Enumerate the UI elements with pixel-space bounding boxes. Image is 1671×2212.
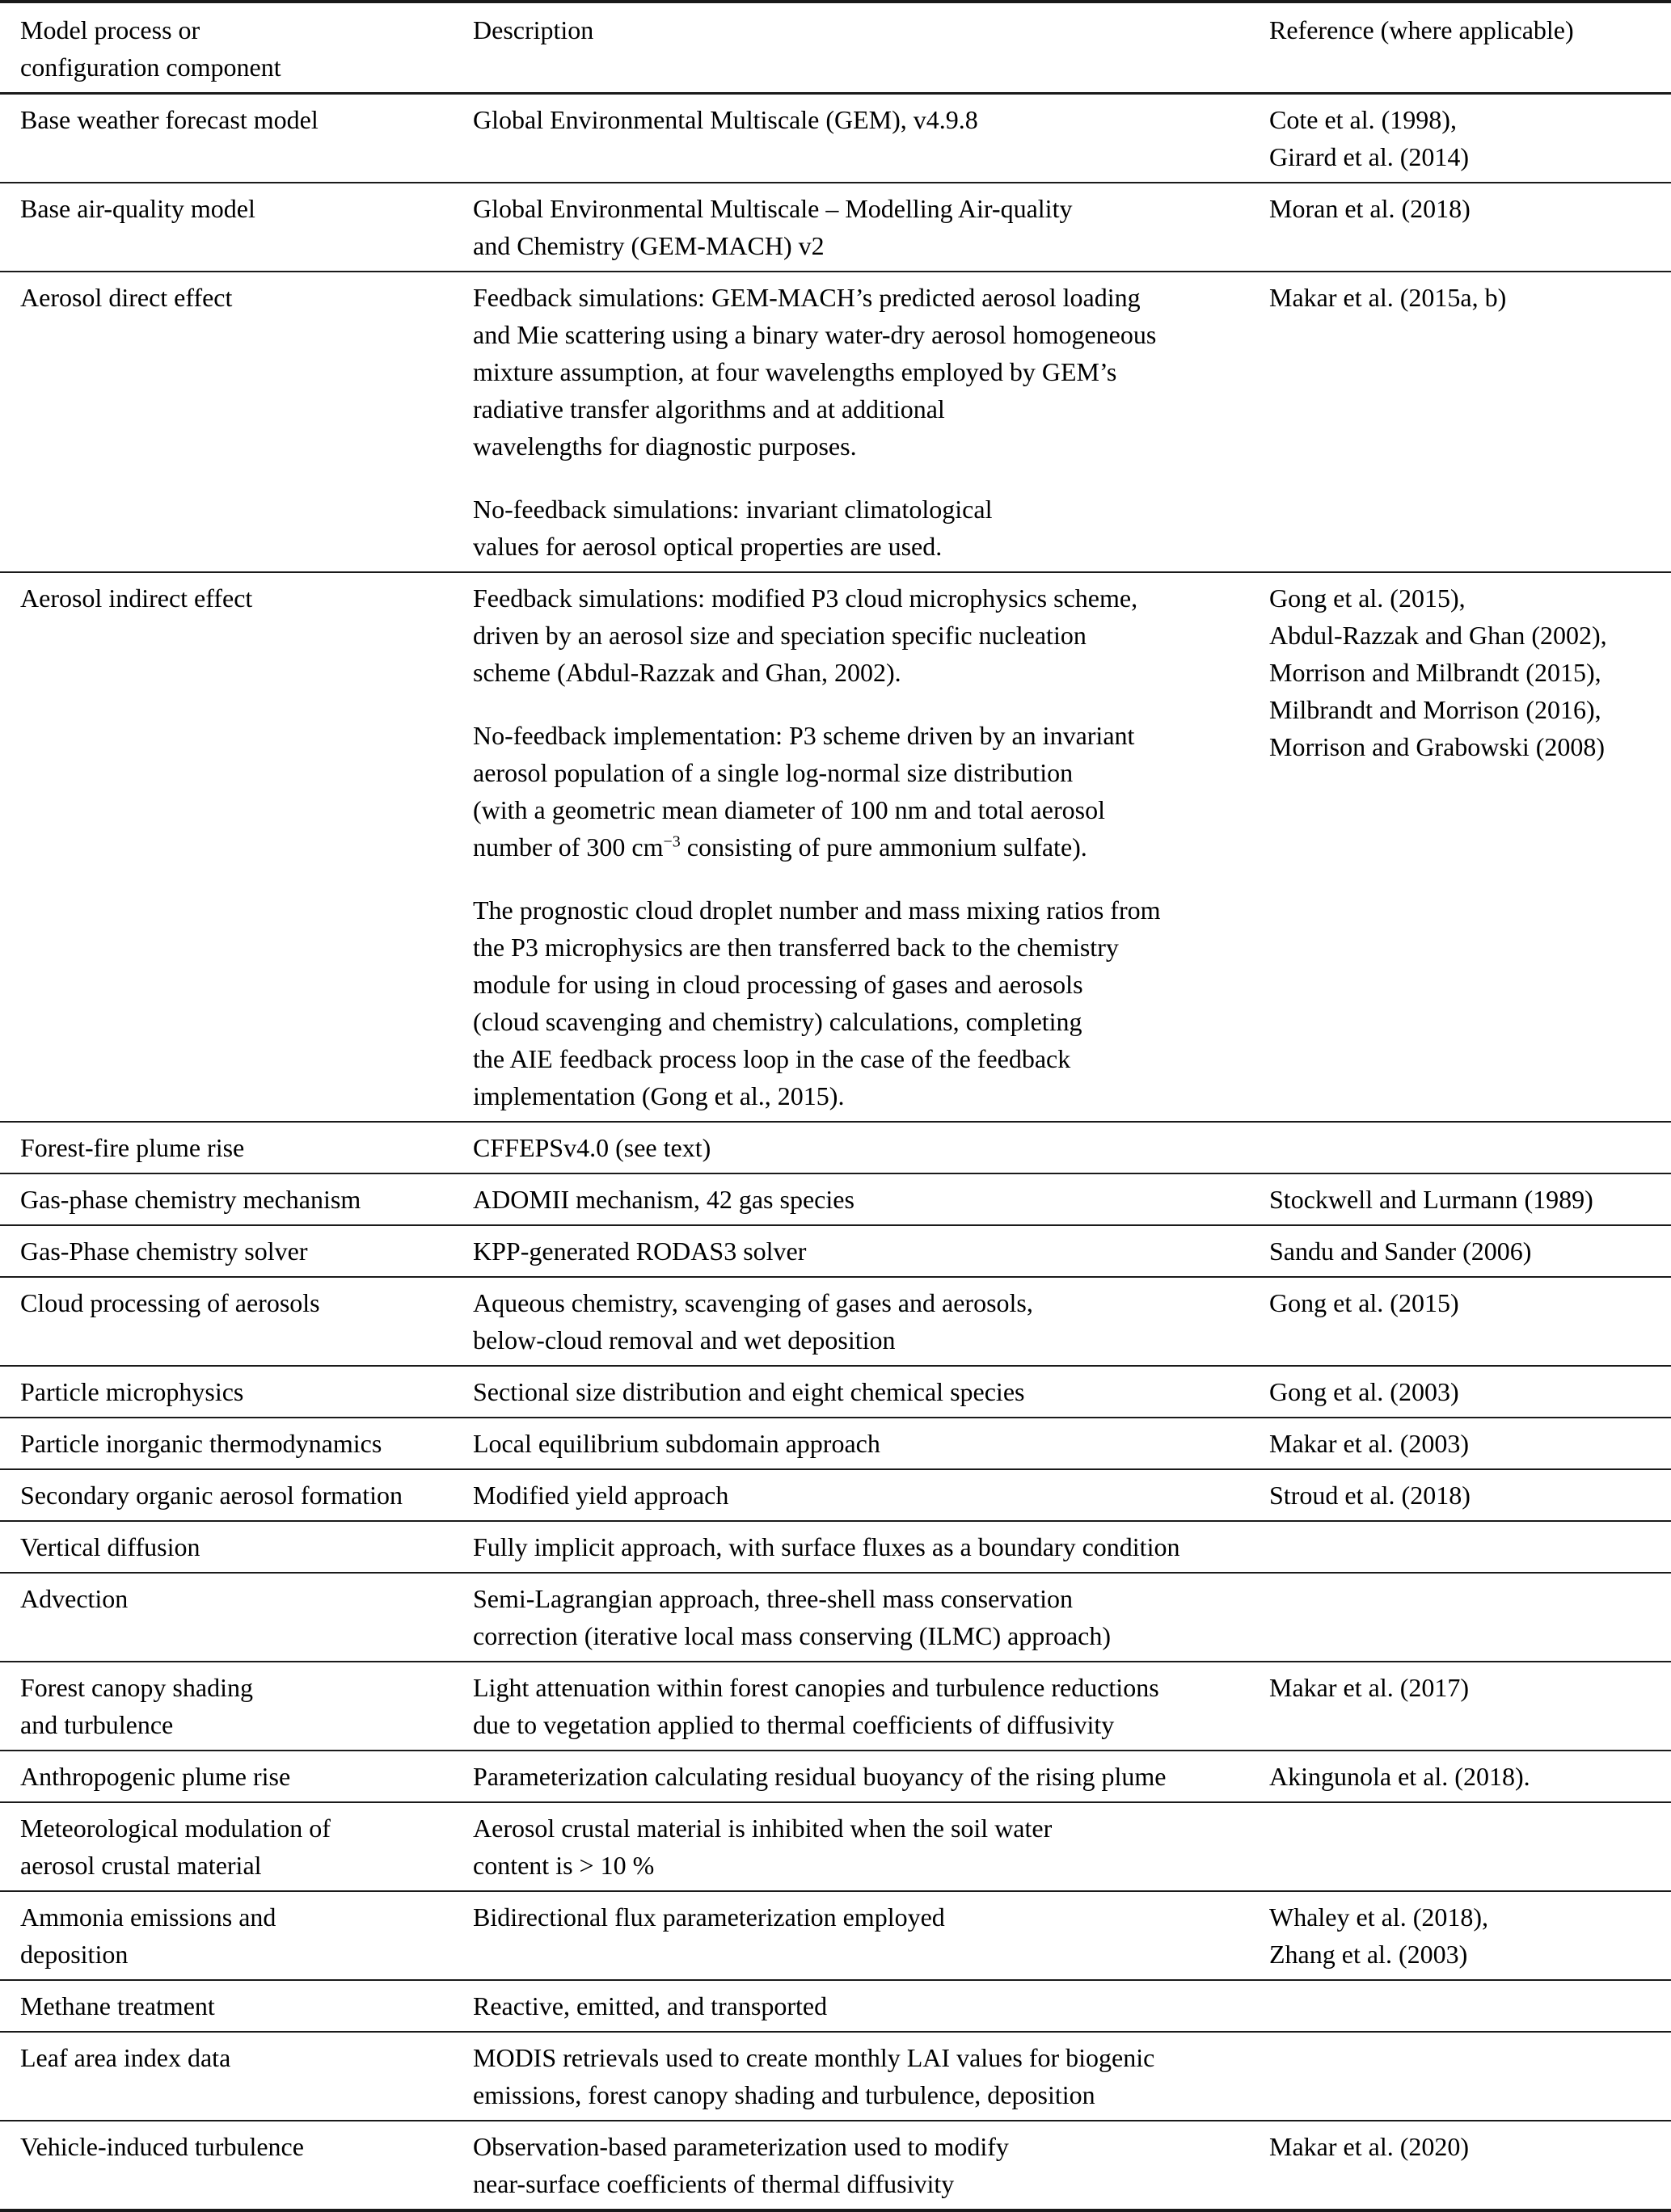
reference-cell: Moran et al. (2018) <box>1269 194 1471 223</box>
description-cell <box>473 1366 1269 1418</box>
table-row <box>0 1366 1671 1418</box>
reference-cell <box>1269 1802 1671 1891</box>
description-cell <box>473 2032 1269 2121</box>
reference-cell <box>1269 1980 1671 2032</box>
reference-cell: Makar et al. (2020) <box>1269 2132 1470 2161</box>
description-paragraph: CFFEPSv4.0 (see text) <box>473 1133 711 1162</box>
description-cell <box>473 1891 1269 1980</box>
component-cell: Ammonia emissions and deposition <box>20 1902 276 1969</box>
table-row <box>0 572 1671 1122</box>
component-cell: Base air-quality model <box>20 194 255 223</box>
description-paragraph: Semi-Lagrangian approach, three-shell mass conservation correction (iterative local mass conserving (ILMC) approach) <box>473 1584 1112 1650</box>
description-paragraph: Feedback simulations: modified P3 cloud microphysics scheme, driven by an aerosol size and speciation specific nucleation scheme (Abdul-Razzak and Ghan, 2002). <box>473 584 1138 687</box>
table-head <box>0 2 1671 94</box>
reference-cell: Gong et al. (2015) <box>1269 1288 1459 1317</box>
description-paragraph: Aqueous chemistry, scavenging of gases and aerosols, below-cloud removal and wet deposition <box>473 1288 1033 1355</box>
description-paragraph: Local equilibrium subdomain approach <box>473 1429 880 1458</box>
table-row <box>0 1277 1671 1366</box>
reference-cell: Stockwell and Lurmann (1989) <box>1269 1185 1593 1214</box>
component-cell: Particle inorganic thermodynamics <box>20 1429 382 1458</box>
component-cell: Base weather forecast model <box>20 105 319 134</box>
description-paragraph: MODIS retrievals used to create monthly LAI values for biogenic emissions, forest canopy shading and turbulence, deposition <box>473 2043 1155 2109</box>
component-cell: Methane treatment <box>20 1991 215 2020</box>
component-cell: Vehicle-induced turbulence <box>20 2132 304 2161</box>
reference-cell: Gong et al. (2015), Abdul-Razzak and Ghan (2002), Morrison and Milbrandt (2015), Milbrandt and Morrison (2016), Morrison and Grabowski (2008) <box>1269 584 1607 761</box>
table-row <box>0 1751 1671 1802</box>
table-row <box>0 2032 1671 2121</box>
component-cell: Advection <box>20 1584 129 1613</box>
table-row <box>0 272 1671 572</box>
component-cell: Anthropogenic plume rise <box>20 1762 291 1791</box>
description-cell <box>473 1662 1269 1751</box>
col-header-description: Description <box>473 15 594 44</box>
table-row <box>0 1980 1671 2032</box>
description-paragraph: Global Environmental Multiscale (GEM), v4.9.8 <box>473 105 978 134</box>
description-paragraph: ADOMII mechanism, 42 gas species <box>473 1185 854 1214</box>
description-paragraph: No-feedback simulations: invariant climatological values for aerosol optical properties are used. <box>473 495 993 561</box>
component-cell: Vertical diffusion <box>20 1532 200 1561</box>
table-row <box>0 1573 1671 1662</box>
table-row <box>0 1418 1671 1469</box>
description-cell <box>473 272 1269 572</box>
description-cell <box>473 1469 1269 1521</box>
table-row <box>0 94 1671 183</box>
description-cell <box>473 1573 1269 1662</box>
table-row <box>0 1225 1671 1277</box>
table-row <box>0 1173 1671 1225</box>
description-paragraph: Global Environmental Multiscale – Modelling Air-quality and Chemistry (GEM-MACH) v2 <box>473 194 1073 260</box>
component-cell: Cloud processing of aerosols <box>20 1288 320 1317</box>
description-paragraph: KPP-generated RODAS3 solver <box>473 1237 807 1266</box>
reference-cell: Whaley et al. (2018), Zhang et al. (2003) <box>1269 1902 1488 1969</box>
description-cell <box>473 572 1269 1122</box>
description-paragraph: Observation-based parameterization used to modify near-surface coefficients of thermal diffusivity <box>473 2132 1009 2198</box>
description-paragraph: Sectional size distribution and eight chemical species <box>473 1377 1025 1406</box>
component-cell: Leaf area index data <box>20 2043 231 2072</box>
description-cell <box>473 2121 1269 2210</box>
description-cell <box>473 94 1269 183</box>
component-cell: Gas-phase chemistry mechanism <box>20 1185 361 1214</box>
component-cell: Aerosol direct effect <box>20 283 233 312</box>
reference-cell: Makar et al. (2017) <box>1269 1673 1470 1702</box>
reference-cell <box>1269 1122 1671 1173</box>
description-cell <box>473 183 1269 272</box>
description-cell <box>473 1225 1269 1277</box>
description-cell <box>473 1751 1269 1802</box>
table-body <box>0 94 1671 2211</box>
description-cell <box>473 1173 1269 1225</box>
component-cell: Forest canopy shading and turbulence <box>20 1673 253 1739</box>
table-row <box>0 1469 1671 1521</box>
description-cell <box>473 1980 1269 2032</box>
description-cell <box>473 1802 1269 1891</box>
reference-cell: Cote et al. (1998), Girard et al. (2014) <box>1269 105 1470 171</box>
reference-cell: Sandu and Sander (2006) <box>1269 1237 1532 1266</box>
table-row <box>0 1891 1671 1980</box>
component-cell: Aerosol indirect effect <box>20 584 253 613</box>
description-paragraph: The prognostic cloud droplet number and mass mixing ratios from the P3 microphysics are then transferred back to the chemistry module for using in cloud processing of gases and aerosols (cloud scavenging and chemistry) calculations, completing the AIE feedback process loop in the case of the feedback implementation (Gong et al., 2015). <box>473 895 1161 1110</box>
table-row <box>0 183 1671 272</box>
description-paragraph: Fully implicit approach, with surface fluxes as a boundary condition <box>473 1532 1180 1561</box>
description-cell <box>473 1122 1269 1173</box>
reference-cell: Makar et al. (2003) <box>1269 1429 1470 1458</box>
table-row <box>0 1122 1671 1173</box>
description-paragraph: Aerosol crustal material is inhibited when the soil water content is > 10 % <box>473 1814 1053 1880</box>
component-cell: Particle microphysics <box>20 1377 244 1406</box>
description-cell <box>473 1418 1269 1469</box>
reference-cell <box>1269 1521 1671 1573</box>
table-row <box>0 1521 1671 1573</box>
component-cell: Meteorological modulation of aerosol crustal material <box>20 1814 331 1880</box>
table-row <box>0 1802 1671 1891</box>
description-paragraph: Parameterization calculating residual buoyancy of the rising plume <box>473 1762 1167 1791</box>
reference-cell <box>1269 1573 1671 1662</box>
reference-cell: Akingunola et al. (2018). <box>1269 1762 1530 1791</box>
col-header-component: Model process or configuration component <box>20 15 281 82</box>
component-cell: Gas-Phase chemistry solver <box>20 1237 308 1266</box>
description-paragraph: No-feedback implementation: P3 scheme driven by an invariant aerosol population of a single log-normal size distribution (with a geometric mean diameter of 100 nm and total aerosol number of 300 $cm^{-3}$ consisting of pure ammonium sulfate). <box>473 721 1135 862</box>
reference-cell: Makar et al. (2015a, b) <box>1269 283 1507 312</box>
description-cell <box>473 1521 1269 1573</box>
reference-cell: Gong et al. (2003) <box>1269 1377 1459 1406</box>
header-row <box>0 2 1671 94</box>
reference-cell: Stroud et al. (2018) <box>1269 1481 1471 1510</box>
component-cell: Forest-fire plume rise <box>20 1133 245 1162</box>
table-row <box>0 1662 1671 1751</box>
col-header-reference: Reference (where applicable) <box>1269 15 1574 44</box>
description-paragraph: Feedback simulations: GEM-MACH’s predicted aerosol loading and Mie scattering using a binary water-dry aerosol homogeneous mixture assumption, at four wavelengths employed by GEM’s radiative transfer algorithms and at additional wavelengths for diagnostic purposes. <box>473 283 1157 461</box>
reference-cell <box>1269 2032 1671 2121</box>
description-paragraph: Bidirectional flux parameterization employed <box>473 1902 945 1932</box>
description-paragraph: Light attenuation within forest canopies and turbulence reductions due to vegetation applied to thermal coefficients of diffusivity <box>473 1673 1159 1739</box>
description-cell <box>473 1277 1269 1366</box>
superscript: −3 <box>663 832 681 851</box>
description-paragraph: Reactive, emitted, and transported <box>473 1991 828 2020</box>
table-row <box>0 2121 1671 2210</box>
component-cell: Secondary organic aerosol formation <box>20 1481 403 1510</box>
description-paragraph: Modified yield approach <box>473 1481 729 1510</box>
